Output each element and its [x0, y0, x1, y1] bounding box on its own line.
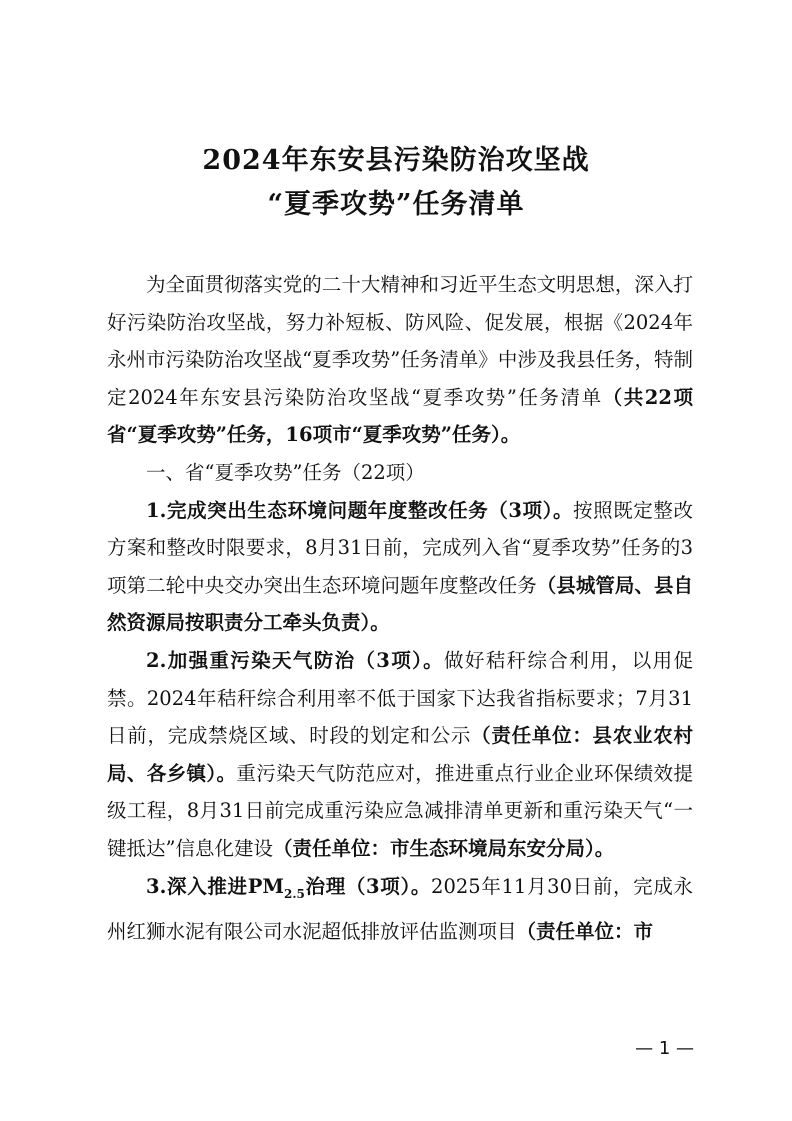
document-title-line-2: “夏季攻势”任务清单: [267, 189, 525, 220]
item-2-paragraph: [107, 642, 693, 868]
item-1-text: 按照既定整改方案和整改时限要求，8月31日前，完成列入省“夏季攻势”任务的3项第二轮中央交办突出生态环境问题年度整改任务: [107, 498, 693, 597]
intro-paragraph: [107, 266, 693, 454]
item-3-heading: [146, 874, 432, 901]
item-2-text-2: 重污染天气防范应对，推进重点行业企业环保绩效提级工程，8月31日前完成重污染应急减排清单更新和重污染天气“一键抵达”信息化建设: [107, 761, 693, 860]
document-body: [107, 266, 693, 951]
item-3-text: 2025年11月30日前，完成永州红狮水泥有限公司水泥超低排放评估监测项目: [107, 874, 693, 943]
intro-bold-summary: （共22项省“夏季攻势”任务，16项市“夏季攻势”任务）。: [107, 385, 693, 447]
item-3-heading-post: 治理（3项）。: [304, 874, 432, 898]
item-1-paragraph: [107, 492, 693, 642]
item-2-heading: 2.加强重污染天气防治（3项）。: [146, 648, 445, 672]
item-3-heading-pre: 3.深入推进PM: [146, 874, 284, 898]
item-3-heading-sub: 2.5: [283, 886, 305, 901]
item-2-text-1: 做好秸秆综合利用，以用促禁。2024年秸秆综合利用率不低于国家下达我省指标要求；7月31日前，完成禁烧区域、时段的划定和公示: [107, 648, 693, 748]
item-3-paragraph: [107, 868, 693, 951]
section-1-heading: 一、省“夏季攻势”任务（22项）: [146, 460, 425, 484]
item-3-responsibility: （责任单位：市: [516, 919, 654, 943]
item-1-heading: 1.完成突出生态环境问题年度整改任务（3项）。: [146, 498, 574, 522]
page-number: — 1 —: [635, 1038, 694, 1059]
intro-text: 为全面贯彻落实党的二十大精神和习近平生态文明思想，深入打好污染防治攻坚战，努力补短板、防风险、促发展，根据《2024年永州市污染防治攻坚战“夏季攻势”任务清单》中涉及我县任务，特制定2024年东安县污染防治攻坚战“夏季攻势”任务清单: [107, 273, 693, 409]
item-2-responsibility-2: （责任单位：市生态环境局东安分局）。: [272, 836, 615, 860]
item-2-responsibility-1: （责任单位：县农业农村局、各乡镇）。: [107, 724, 693, 785]
document-title-line-1: 2024年东安县污染防治攻坚战: [202, 145, 590, 176]
item-1-responsibility: （县城管局、县自然资源局按职责分工牵头负责）。: [107, 573, 693, 635]
